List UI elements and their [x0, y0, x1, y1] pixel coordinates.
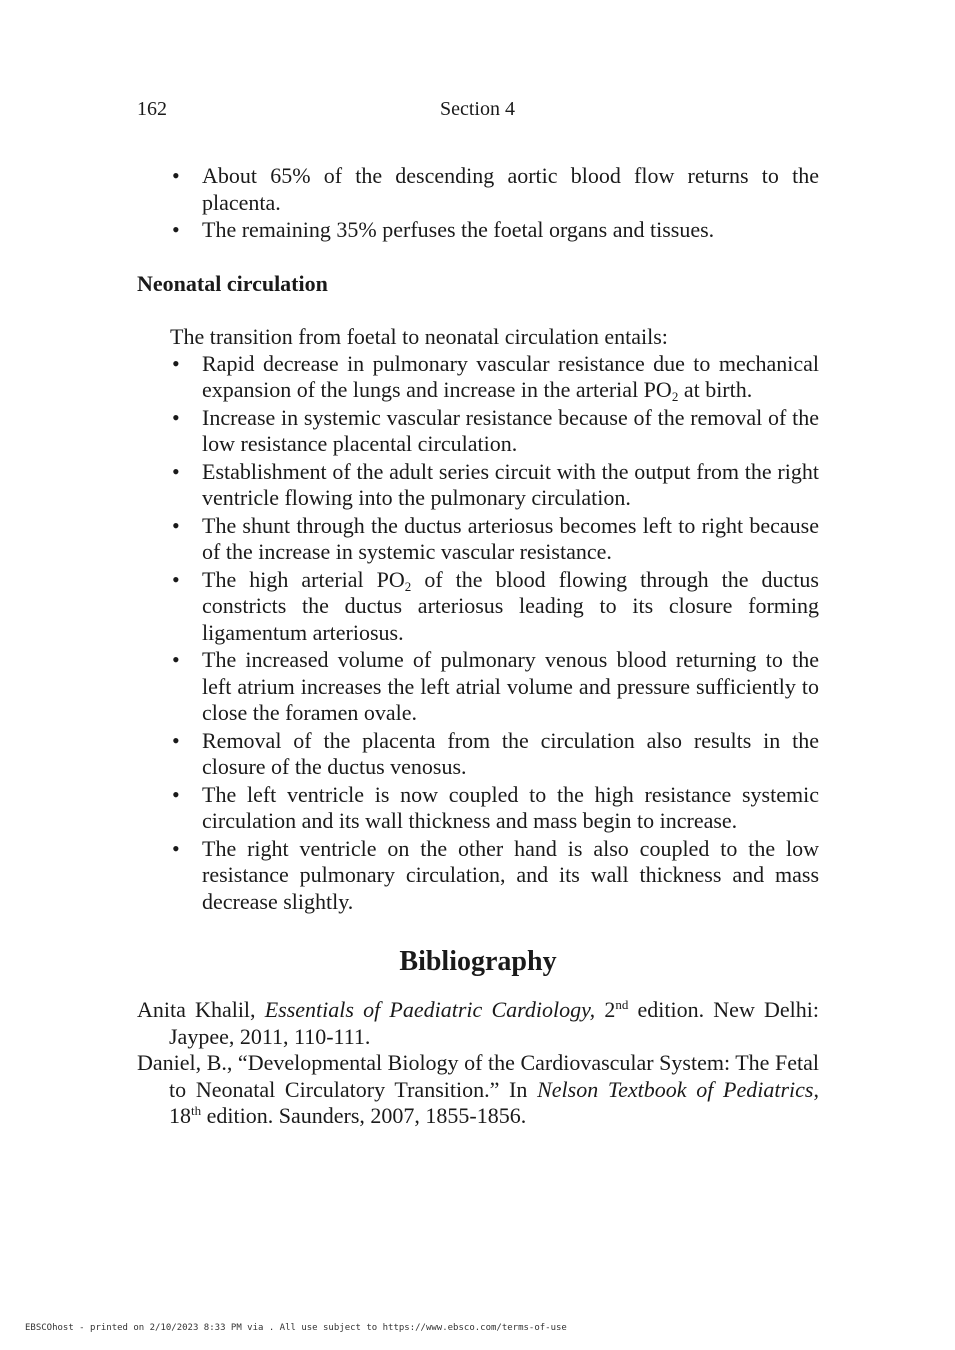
bullet-icon: •	[172, 458, 180, 484]
bullet-icon: •	[172, 647, 180, 672]
list-item	[137, 351, 819, 404]
print-footer: EBSCOhost - printed on 2/10/2023 8:33 PM via . All use subject to https://www.ebsco.com/terms-of-use	[25, 1323, 567, 1333]
section-heading: Neonatal circulation	[137, 270, 328, 296]
list-item	[137, 782, 819, 835]
bullet-icon: •	[172, 350, 180, 376]
bullet-icon: •	[172, 512, 180, 538]
bullet-text: Increase in systemic vascular resistance because of the removal of the low resistance placental circulation.	[202, 404, 819, 456]
intro-bullet-list	[137, 163, 819, 244]
list-item	[137, 836, 819, 916]
list-item	[137, 728, 819, 781]
bibliography-list	[137, 997, 819, 1130]
bullet-text: The high arterial $PO_2$ of the blood flowing through the ductus constricts the ductus arteriosus leading to its closure forming ligamentum arteriosus.	[202, 566, 819, 645]
intro-paragraph: The transition from foetal to neonatal circulation entails:	[170, 324, 668, 349]
list-item	[137, 647, 819, 727]
bullet-icon: •	[172, 835, 180, 861]
list-item	[137, 217, 819, 244]
bibliography-entry: Daniel, B., “Developmental Biology of the Cardiovascular System: The Fetal to Neonatal Circulatory Transition.” In Nelson Textbook of Pediatrics, 18th edition. Saunders, 2007, 1855-1856.	[137, 1050, 819, 1128]
list-item	[137, 567, 819, 647]
bullet-text: The right ventricle on the other hand is also coupled to the low resistance pulmonary circulation, and its wall thickness and mass decrease slightly.	[202, 835, 819, 914]
bullet-text: The remaining 35% perfuses the foetal organs and tissues.	[202, 217, 715, 242]
bibliography-heading: Bibliography	[399, 946, 557, 977]
list-item	[137, 513, 819, 566]
bullet-text: The left ventricle is now coupled to the high resistance systemic circulation and its wall thickness and mass begin to increase.	[202, 781, 819, 833]
bullet-icon: •	[172, 781, 180, 807]
bullet-text: The increased volume of pulmonary venous blood returning to the left atrium increases the left atrial volume and pressure sufficiently to close the foramen ovale.	[202, 647, 819, 725]
neonatal-bullet-list	[137, 351, 819, 916]
running-head: Section 4	[440, 98, 515, 120]
page-number: 162	[137, 98, 167, 120]
bullet-icon: •	[172, 566, 180, 592]
bullet-icon: •	[172, 163, 180, 188]
bullet-icon: •	[172, 217, 180, 242]
bullet-text: Removal of the placenta from the circulation also results in the closure of the ductus venosus.	[202, 727, 819, 779]
bibliography-entry: Anita Khalil, Essentials of Paediatric Cardiology, 2nd edition. New Delhi: Jaypee, 2011, 110-111.	[137, 997, 820, 1049]
list-item	[137, 405, 819, 458]
page-body	[137, 163, 819, 1130]
bullet-text: The shunt through the ductus arteriosus becomes left to right because of the increase in systemic vascular resistance.	[202, 512, 819, 564]
bullet-icon: •	[172, 404, 180, 430]
list-item	[137, 163, 819, 216]
bullet-text: Establishment of the adult series circuit with the output from the right ventricle flowing into the pulmonary circulation.	[202, 458, 819, 510]
list-item	[137, 459, 819, 512]
bullet-icon: •	[172, 727, 180, 753]
bullet-text: Rapid decrease in pulmonary vascular resistance due to mechanical expansion of the lungs and increase in the arterial $PO_2$ at birth.	[202, 350, 819, 404]
bullet-text: About 65% of the descending aortic blood flow returns to the placenta.	[202, 163, 819, 215]
